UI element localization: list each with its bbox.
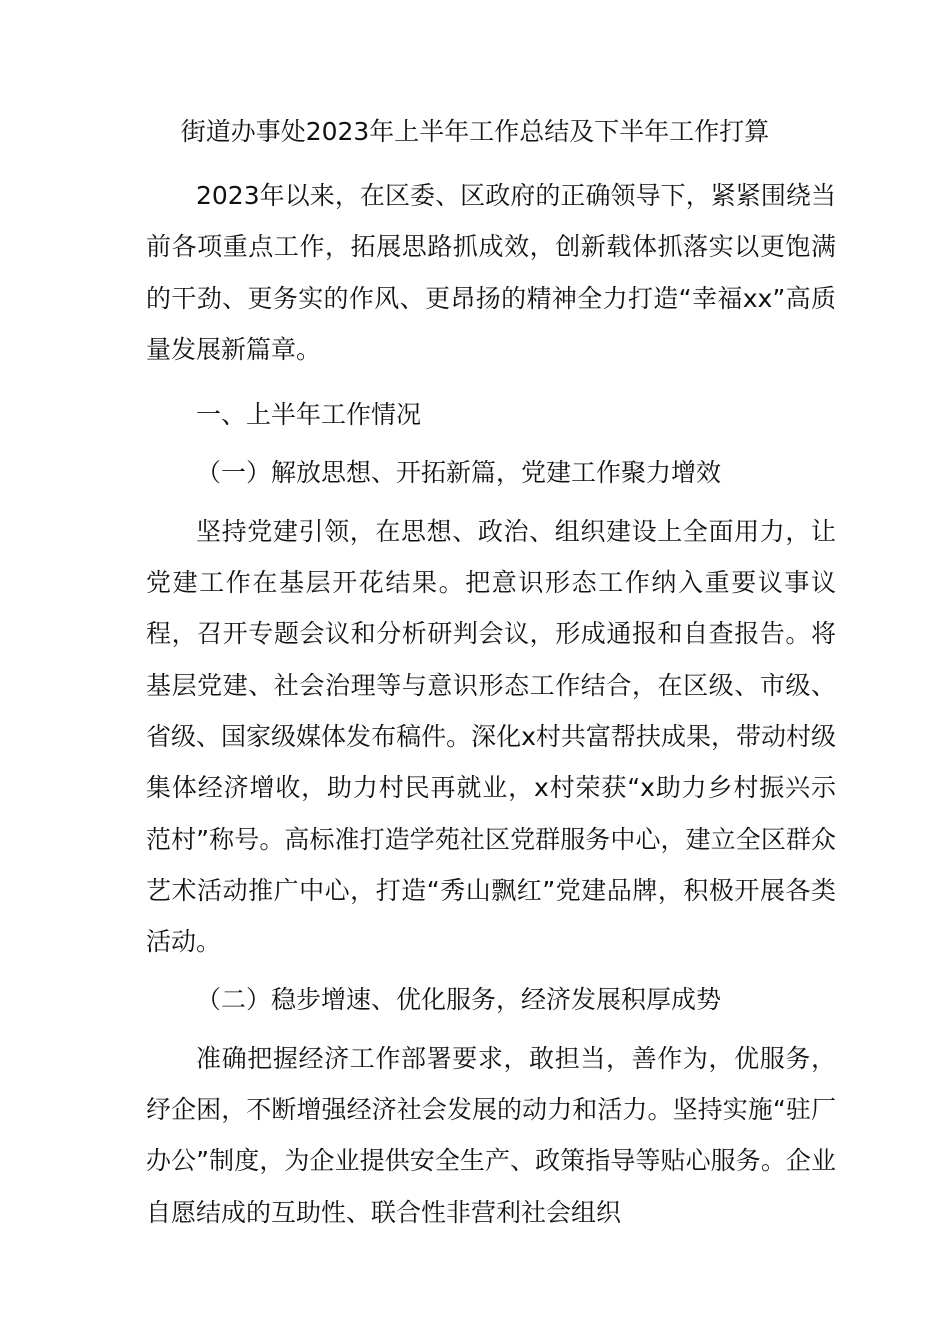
subsection-paragraph-1: 坚持党建引领，在思想、政治、组织建设上全面用力，让党建工作在基层开花结果。把意识形态工作纳入重要议事议程，召开专题会议和分析研判会议，形成通报和自查报告。将基层党建、社会治理等与意识形态工作结合，在区级、市级、省级、国家级媒体发布稿件。深化x村共富帮扶成果，带动村级集体经济增收，助力村民再就业，x村荣获“x助力乡村振兴示范村”称号。高标准打造学苑社区党群服务中心，建立全区群众艺术活动推广中心，打造“秀山飘红”党建品牌，积极开展各类活动。	[146, 516, 836, 957]
subsection-paragraph-2: 准确把握经济工作部署要求，敢担当，善作为，优服务，纾企困，不断增强经济社会发展的动力和活力。坚持实施“驻厂办公”制度，为企业提供安全生产、政策指导等贴心服务。企业自愿结成的互助性、联合性非营利社会组织	[146, 1043, 836, 1227]
document-title: 街道办事处2023年上半年工作总结及下半年工作打算	[180, 117, 770, 146]
subsection-heading-2: （二）稳步增速、优化服务，经济发展积厚成势	[196, 985, 722, 1015]
section-heading-1: 一、上半年工作情况	[196, 400, 422, 430]
document-body	[146, 170, 836, 1238]
subsection-heading-1: （一）解放思想、开拓新篇，党建工作聚力增效	[196, 458, 722, 488]
intro-paragraph: 2023年以来，在区委、区政府的正确领导下，紧紧围绕当前各项重点工作，拓展思路抓成效，创新载体抓落实以更饱满的干劲、更务实的作风、更昂扬的精神全力打造“幸福xx”高质量发展新篇章。	[146, 181, 836, 364]
